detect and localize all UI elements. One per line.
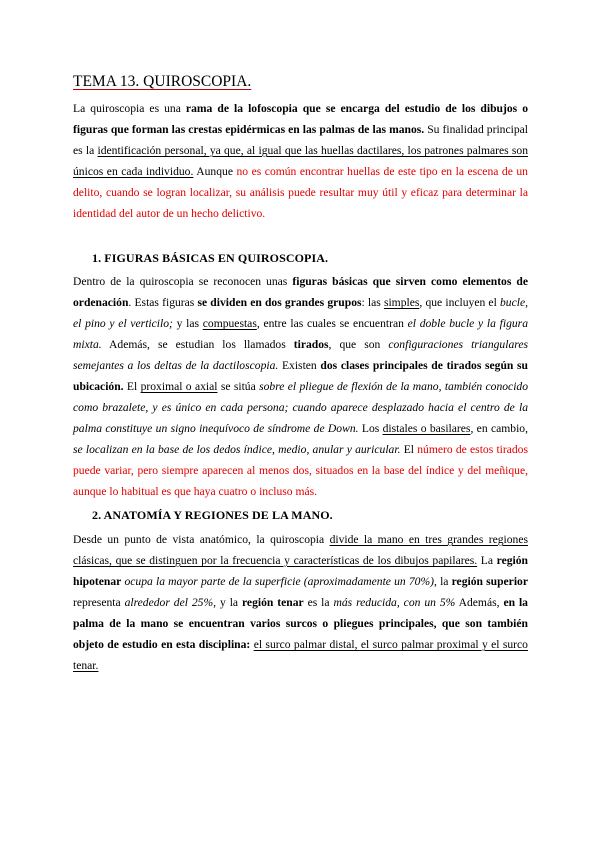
s1-text: El [400,443,418,456]
s1-text: , que incluyen el [419,296,500,309]
s1-italic: sobre el pliegue de flexión de la mano, también conocido como brazalete, y es único en cada persona; cuando aparece desplazado hacia el centro de la palma constituye un signo inequívoco de síndrome de Down. [73,380,529,435]
s1-text: El [123,380,141,393]
s1-italic: bucle, el pino y el verticilo; [73,296,528,330]
section-2-heading: 2. ANATOMÍA Y REGIONES DE LA MANO. [92,508,333,522]
intro-paragraph [73,98,528,224]
s2-text: es la [303,596,334,609]
s1-text: y las [172,317,203,330]
s1-italic: el doble bucle y la figura mixta. [73,317,528,351]
s2-italic: más reducida, con un 5% [333,596,456,609]
s1-text: Dentro de la quiroscopia se reconocen unas [73,275,293,288]
s2-text: Además, [455,596,504,609]
section-1-heading: 1. FIGURAS BÁSICAS EN QUIROSCOPIA. [92,251,329,265]
s2-text: , la [434,575,452,588]
intro-text: Aunque [193,165,237,178]
s1-underlined: proximal o axial [140,380,218,393]
document-page [73,70,528,676]
s1-text: , en cambio, [470,422,528,435]
s1-text: . Estas figuras [128,296,198,309]
s1-text: Los [358,422,383,435]
s2-bold: región hipotenar [73,554,528,588]
s1-bold: se dividen en dos grandes grupos [197,296,362,309]
intro-bold-definition: rama de la lofoscopia que se encarga del estudio de los dibujos o figuras que forman las crestas epidérmicas en las palmas de las manos. [73,102,529,136]
s2-bold: región superior [451,575,528,588]
section-2-paragraph [73,529,528,676]
section-1-paragraph [73,271,528,502]
s2-underlined: el surco palmar distal, el surco palmar proximal y el surco tenar. [73,638,528,672]
s1-text: Además, se estudian los llamados [101,338,294,351]
s1-text: Existen [278,359,321,372]
s1-bold: figuras básicas que sirven como elementos de ordenación [73,275,528,309]
intro-underlined-purpose: identificación personal, ya que, al igual que las huellas dactilares, los patrones palmares son únicos en cada individuo. [73,144,528,178]
intro-red-note: no es común encontrar huellas de este tipo en la escena de un delito, cuando se logran localizar, su análisis puede resultar muy útil y eficaz para determinar la identidad del autor de un hecho delictivo. [73,165,528,220]
s2-underlined: divide la mano en tres grandes regiones clásicas, que se distinguen por la frecuencia y características de los dibujos papilares. [73,533,528,567]
s1-underlined: compuestas [202,317,257,330]
s2-italic: ocupa la mayor parte de la superficie (aproximadamente un 70%) [124,575,434,588]
s2-bold: región tenar [241,596,304,609]
s1-text: , entre las cuales se encuentran [256,317,408,330]
s1-bold: dos clases principales de tirados según su ubicación. [73,359,529,393]
page-title: TEMA 13. QUIROSCOPIA. [73,73,252,90]
s1-text: , que son [328,338,389,351]
intro-text: Su finalidad principal es la [73,123,528,157]
s2-text: Desde un punto de vista anatómico, la quiroscopia [73,533,330,546]
s1-text: se sitúa [217,380,260,393]
s2-text: , y la [213,596,242,609]
s1-italic: configuraciones triangulares semejantes a los deltas de la dactiloscopia. [73,338,528,372]
intro-text: La quiroscopia es una [73,102,186,115]
s1-text: : las [361,296,384,309]
s2-text: representa [73,596,125,609]
s2-italic: alrededor del 25% [124,596,214,609]
s1-underlined: distales o basilares [382,422,471,435]
s1-bold: tirados [293,338,329,351]
s1-red-note: número de estos tirados puede variar, pero siempre aparecen al menos dos, situados en la base del índice y del meñique, aunque lo habitual es que haya cuatro o incluso más. [73,443,528,498]
s1-italic: se localizan en la base de los dedos índice, medio, anular y auricular. [73,443,401,456]
s2-bold: en la palma de la mano se encuentran varios surcos o pliegues principales, que son también objeto de estudio en esta disciplina: [73,596,528,651]
s2-text: La [477,554,497,567]
s1-underlined: simples [383,296,420,309]
